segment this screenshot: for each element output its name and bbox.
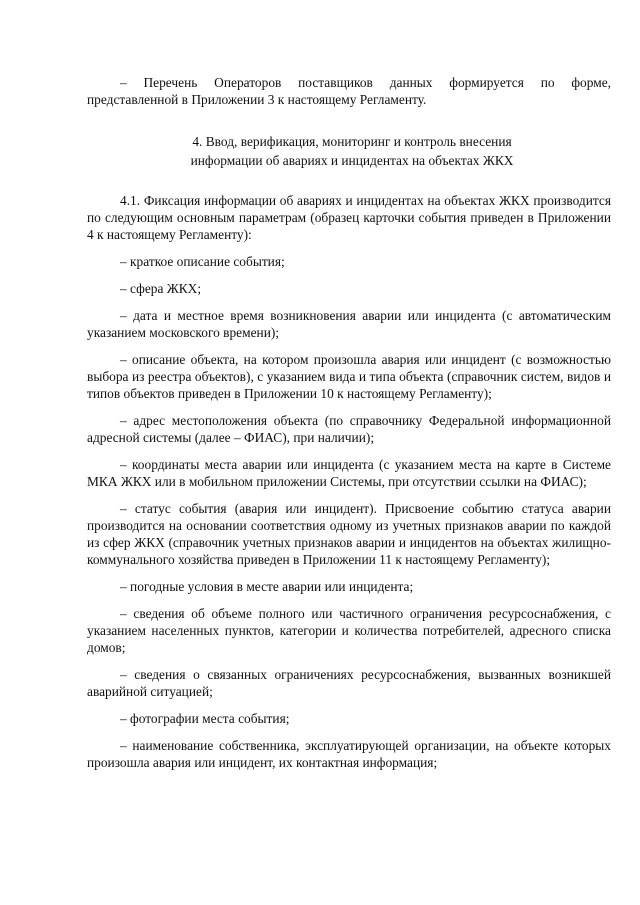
list-item-photos: – фотографии места события; (120, 711, 290, 726)
list-item-object-address: – адрес местоположения объекта (по справочнику Федеральной информационной адресной системы (далее – ФИАС), при наличии); (87, 413, 611, 445)
list-item-short-description: – краткое описание события; (120, 254, 285, 269)
list-item-weather: – погодные условия в месте аварии или инцидента; (120, 579, 414, 594)
list-item-supply-restriction: – сведения об объеме полного или частичного ограничения ресурсоснабжения, с указанием населенных пунктов, категории и количества потребителей, адресного списка домов; (87, 606, 611, 655)
section-heading-line-1: 4. Ввод, верификация, мониторинг и контроль внесения (192, 134, 512, 149)
list-item-owner: – наименование собственника, эксплуатирующей организации, на объекте которых произошла авария или инцидент, их контактная информация; (87, 738, 611, 770)
list-item-object-description: – описание объекта, на котором произошла авария или инцидент (с возможностью выбора из реестра объектов), с указанием вида и типа объекта (справочник систем, видов и типов объектов приведен в Приложении 10 к настоящему Регламенту); (87, 352, 611, 401)
section-heading (87, 132, 562, 170)
list-item-coordinates: – координаты места аварии или инцидента (с указанием места на карте в Системе МКА ЖКХ или в мобильном приложении Системы, при отсутствии ссылки на ФИАС); (87, 457, 611, 489)
section-heading-line-2: информации об авариях и инцидентах на объектах ЖКХ (190, 153, 514, 168)
list-item-related-restrictions: – сведения о связанных ограничениях ресурсоснабжения, вызванных возникшей аварийной ситуацией; (87, 667, 611, 699)
paragraph-4-1: 4.1. Фиксация информации об авариях и инцидентах на объектах ЖКХ производится по следующим основным параметрам (образец карточки события приведен в Приложении 4 к настоящему Регламенту): (87, 193, 611, 242)
list-item-event-status: – статус события (авария или инцидент). Присвоение событию статуса аварии производится на основании соответствия одному из учетных признаков аварии по каждой из сфер ЖКХ (справочник учетных признаков аварии и инцидентов на объектах жилищно-коммунального хозяйства приведен в Приложении 11 к настоящему Регламенту); (87, 501, 611, 567)
document-page (87, 74, 611, 771)
list-item-date-time: – дата и местное время возникновения аварии или инцидента (с автоматическим указанием московского времени); (87, 308, 611, 340)
intro-paragraph: – Перечень Операторов поставщиков данных формируется по форме, представленной в Приложении 3 к настоящему Регламенту. (87, 75, 611, 107)
list-item-housing-sphere: – сфера ЖКХ; (120, 281, 202, 296)
